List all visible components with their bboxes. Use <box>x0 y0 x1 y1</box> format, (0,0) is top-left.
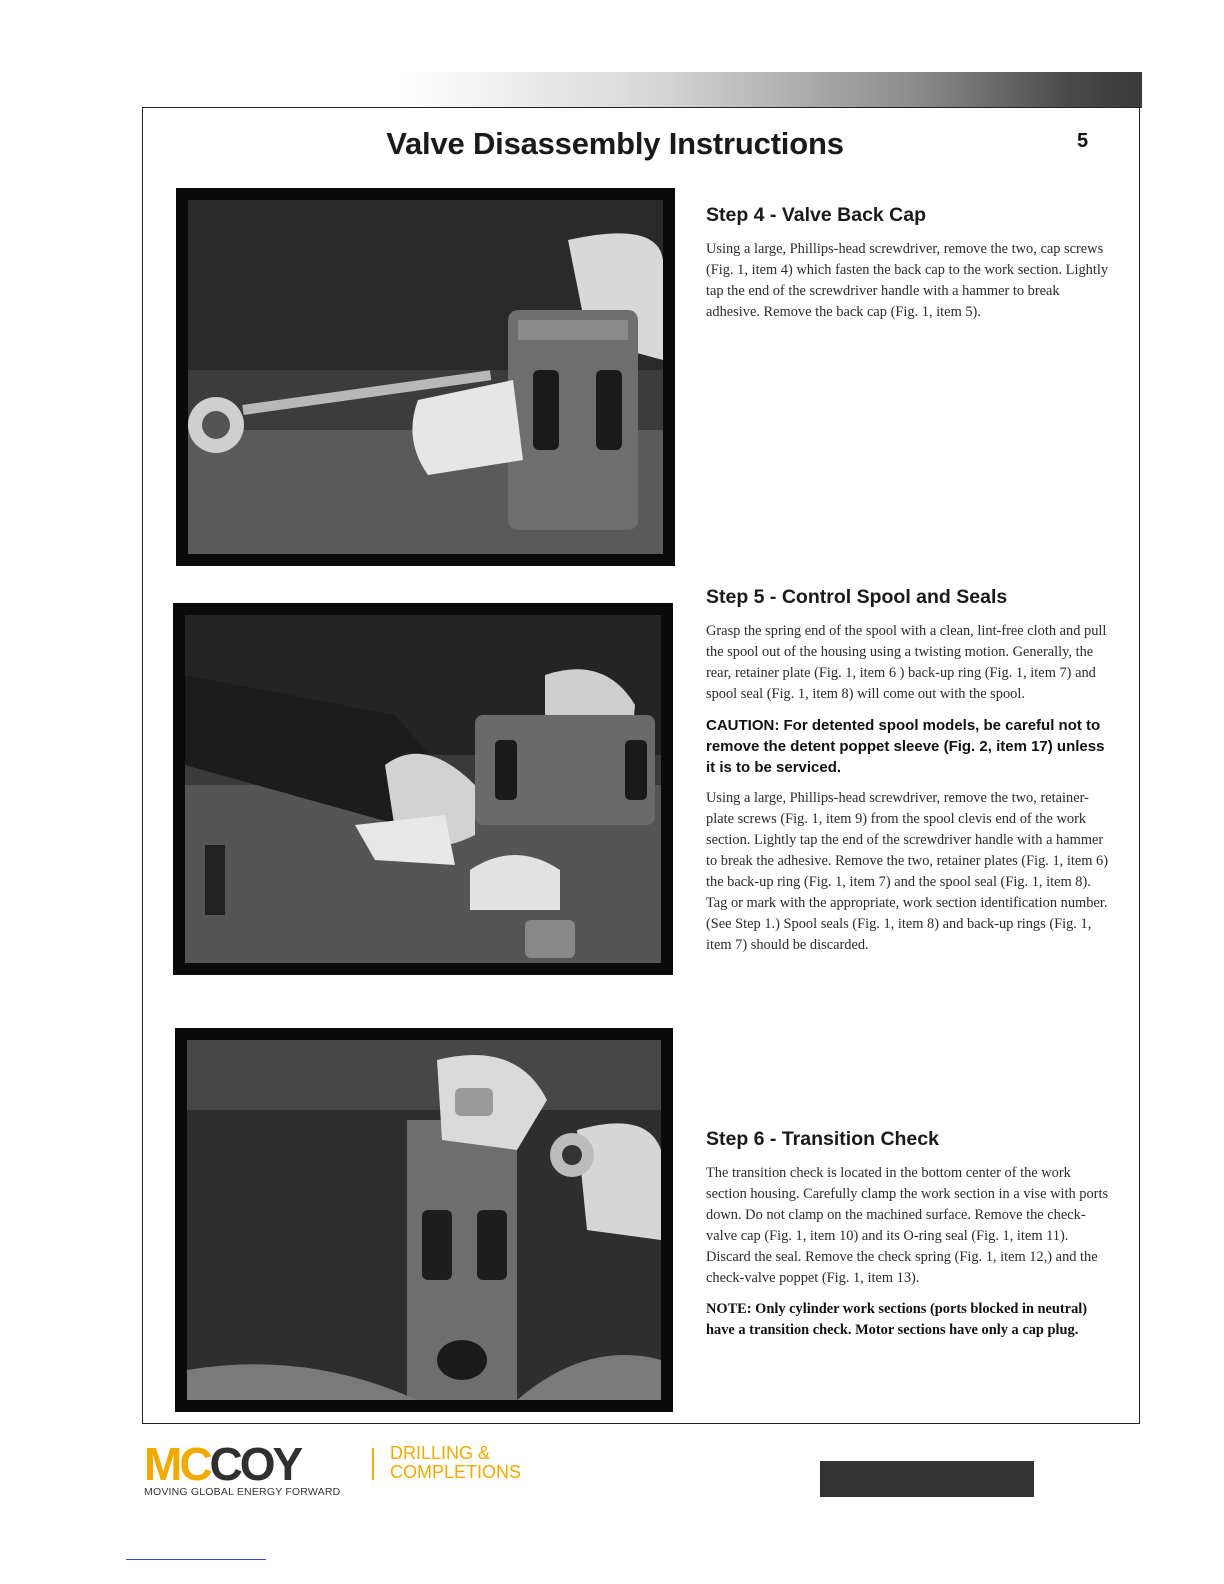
step-6-paragraph: The transition check is located in the bottom center of the work section housing. Carefully clamp the work section in a vise with ports down. Do not clamp on the machined surface. Remove the check-valve cap (Fig. 1, item 10) and its O-ring seal (Fig. 1, item 11). Discard the seal. Remove the check spring (Fig. 1, item 12,) and the check-valve poppet (Fig. 1, item 13). <box>706 1165 1109 1286</box>
logo-part-mc: MC <box>144 1438 210 1490</box>
division-name <box>390 1444 521 1482</box>
step-6-photo <box>175 1028 673 1412</box>
page-title: Valve Disassembly Instructions <box>386 126 844 161</box>
page-number: 5 <box>1077 130 1089 152</box>
step-6-section <box>706 1128 1112 1351</box>
step-5-heading: Step 5 - Control Spool and Seals <box>706 586 1008 608</box>
step-5-photo <box>173 603 673 975</box>
step-5-caution: CAUTION: For detented spool models, be careful not to remove the detent poppet sleeve (Fig. 2, item 17) unless it is to be serviced. <box>706 717 1105 776</box>
step-4-photo <box>176 188 675 566</box>
step-5-section <box>706 586 1112 966</box>
step-4-section <box>706 204 1112 333</box>
division-line-1: DRILLING & <box>390 1443 491 1463</box>
header-gradient-bar <box>400 72 1142 108</box>
company-logo <box>144 1438 341 1498</box>
step-5-paragraph-2: Using a large, Phillips-head screwdriver, remove the two, retainer-plate screws (Fig. 1, item 9) from the spool clevis end of the work section. Lightly tap the end of the screwdriver handle with a hammer to break the adhesive. Remove the two, retainer plates (Fig. 1, item 6) the back-up ring (Fig. 1, item 7) and the spool seal (Fig. 1, item 8). Tag or mark with the appropriate, work section identification number. (See Step 1.) Spool seals (Fig. 1, item 8) and back-up rings (Fig. 1, item 7) should be discarded. <box>706 790 1109 953</box>
step-6-note: NOTE: Only cylinder work sections (ports blocked in neutral) have a transition check. Motor sections have only a cap plug. <box>706 1301 1088 1338</box>
step-4-heading: Step 4 - Valve Back Cap <box>706 204 927 226</box>
footer-link-underline[interactable] <box>126 1559 266 1560</box>
logo-divider <box>372 1448 374 1480</box>
step-4-paragraph: Using a large, Phillips-head screwdriver, remove the two, cap screws (Fig. 1, item 4) which fasten the back cap to the work section. Lightly tap the end of the screwdriver handle with a hammer to break adhesive. Remove the back cap (Fig. 1, item 5). <box>706 241 1109 320</box>
logo-tagline: MOVING GLOBAL ENERGY FORWARD <box>144 1486 341 1498</box>
page-frame <box>142 107 1140 1424</box>
step-5-paragraph-1: Grasp the spring end of the spool with a clean, lint-free cloth and pull the spool out of the housing using a twisting motion. Generally, the rear, retainer plate (Fig. 1, item 6 ) back-up ring (Fig. 1, item 7) and spool seal (Fig. 1, item 8) will come out with the spool. <box>706 623 1107 702</box>
step-6-heading: Step 6 - Transition Check <box>706 1128 939 1150</box>
footer-dark-box <box>820 1461 1034 1497</box>
logo-part-coy: COY <box>209 1438 301 1490</box>
logo-wordmark <box>144 1438 340 1490</box>
division-line-2: COMPLETIONS <box>390 1462 522 1482</box>
